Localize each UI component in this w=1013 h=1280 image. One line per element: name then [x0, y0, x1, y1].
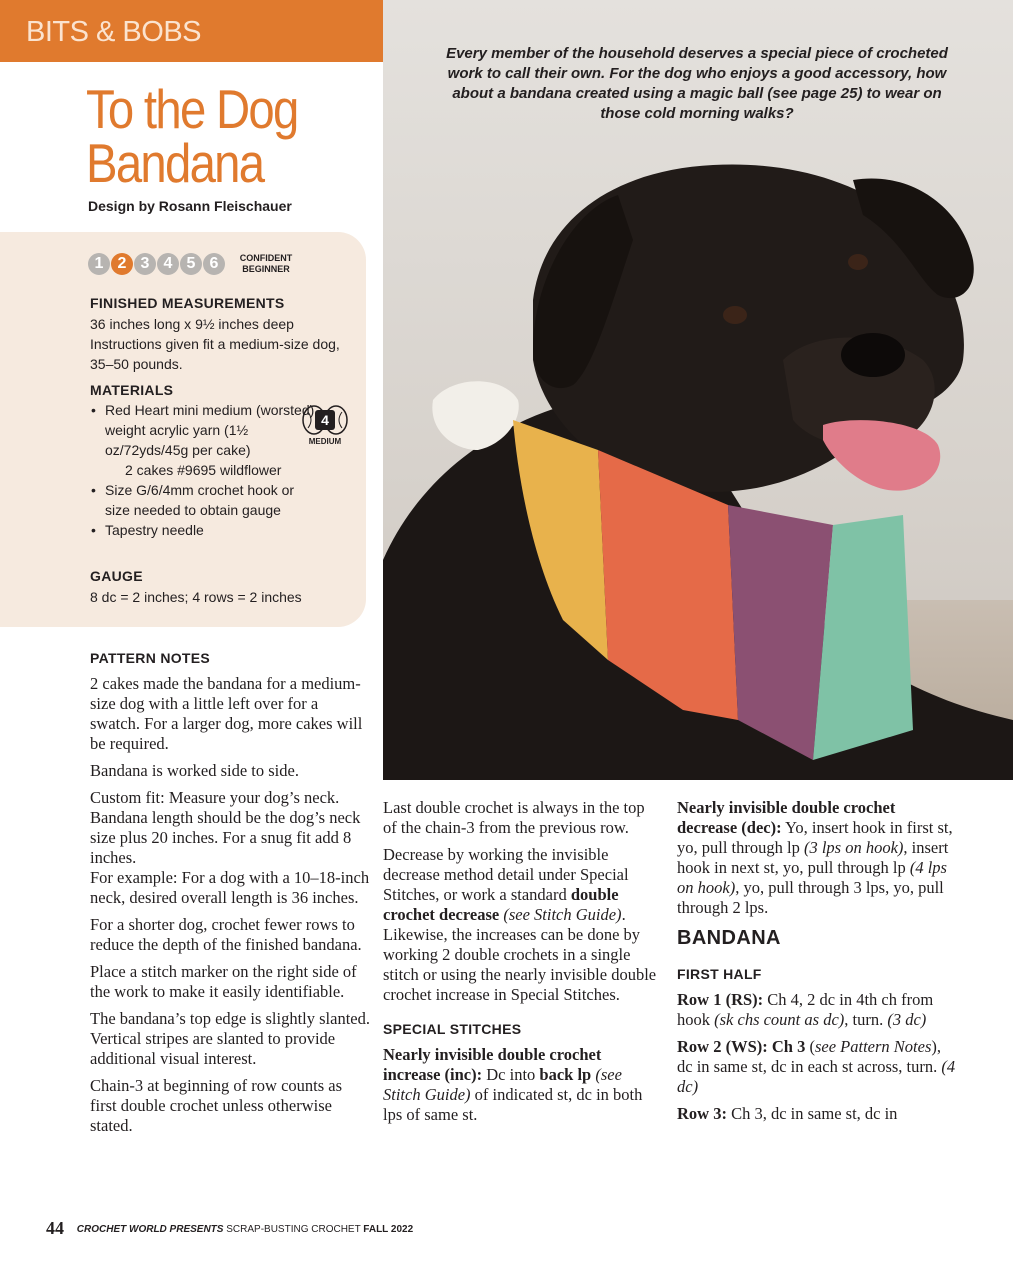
dec-a: Yo, insert hook in first st, yo, pull through lp [677, 818, 953, 857]
page-title: To the Dog Bandana [86, 78, 298, 194]
inc-b: back lp [539, 1065, 592, 1084]
col2-p2-a: Decrease by working the invisible decrease method detail under Special Stitches, or work a standard [383, 845, 629, 904]
page-footer [46, 1218, 413, 1239]
finished-measurements-heading: FINISHED MEASUREMENTS [90, 295, 285, 311]
footer-brand: CROCHET WORLD PRESENTS [76, 1224, 224, 1235]
materials-item-yarn-quantity: 2 cakes #9695 wildflower [125, 462, 282, 478]
materials-item-hook: • Size G/6/4mm crochet hook or size needed to obtain gauge [90, 480, 320, 520]
row1-a: Ch 4, 2 dc in 4th ch from hook [677, 990, 934, 1029]
skill-dot-2: 2 [111, 253, 133, 275]
dec-c: , insert hook in next st, yo, pull through lp [677, 838, 949, 877]
section-label: BITS & BOBS [26, 16, 201, 48]
skill-label-line2: BEGINNER [242, 264, 290, 274]
col2-p2-b: double crochet decrease [383, 885, 619, 924]
materials-item-yarn: • Red Heart mini medium (worsted) weight acrylic yarn (1½ oz/72yds/45g per cake) [90, 400, 320, 460]
column-1 [90, 648, 372, 1143]
yarn-weight-label: MEDIUM [308, 437, 342, 446]
finished-measurements-text [90, 314, 340, 374]
pattern-notes-p2: Bandana is worked side to side. [90, 761, 299, 780]
col2-p2-c: (see Stitch Guide) [503, 905, 622, 924]
first-half-heading: FIRST HALF [677, 966, 762, 982]
materials-item-needle: • Tapestry needle [90, 520, 320, 540]
col2-p1: Last double crochet is always in the top of the chain-3 from the previous row. [383, 798, 645, 837]
row1-b: (sk chs count as dc) [714, 1010, 845, 1029]
byline: Design by Rosann Fleischauer [88, 198, 292, 214]
yarn-weight-number: 4 [315, 410, 335, 430]
inc-d: of indicated st, dc in both lps of same st. [383, 1085, 643, 1124]
intro-text: Every member of the household deserves a special piece of crocheted work to call their own. For the dog who enjoys a good accessory, how about a bandana created using a magic ball (see page 25) to wear on those cold morning walks? [446, 45, 948, 122]
row1-c: , turn. [844, 1010, 888, 1029]
dec-d: (4 lps on hook) [677, 858, 947, 897]
pattern-notes-p7: Chain-3 at beginning of row counts as first double crochet unless otherwise stated. [90, 1076, 343, 1135]
skill-dot-1: 1 [88, 253, 110, 275]
col2-p2 [383, 845, 661, 1005]
yarn-weight-badge [300, 402, 350, 448]
gauge-heading: GAUGE [90, 568, 143, 584]
col2-p2-d: . Likewise, the increases can be done by working 2 double crochets in a single stitch or using the nearly invisible double crochet increase in Special Stitches. [383, 905, 657, 1004]
row2-a: ( [805, 1037, 815, 1056]
row3-a: Ch 3, dc in same st, dc in [726, 1104, 898, 1123]
materials-list [90, 400, 320, 540]
special-stitches-heading: SPECIAL STITCHES [383, 1021, 522, 1037]
column-3 [677, 798, 959, 1131]
finished-line-2: Instructions given fit a medium-size dog, 35–50 pounds. [90, 336, 340, 372]
row2-b: see Pattern Notes [814, 1037, 932, 1056]
row1-paragraph [677, 990, 959, 1030]
gauge-text: 8 dc = 2 inches; 4 rows = 2 inches [90, 589, 302, 605]
skill-dot-3: 3 [134, 253, 156, 275]
skill-dot-6: 6 [203, 253, 225, 275]
dec-b: (3 lps on hook) [803, 838, 904, 857]
footer-title: SCRAP-BUSTING CROCHET [226, 1224, 361, 1235]
footer-issue: FALL 2022 [363, 1224, 414, 1235]
section-tab [0, 0, 383, 62]
skill-label-line1: CONFIDENT [239, 253, 293, 263]
column-2 [383, 798, 661, 1132]
dec-e: , yo, pull through 3 lps, yo, pull through 2 lps. [677, 878, 944, 917]
row2-term: Row 2 (WS): Ch 3 [677, 1037, 806, 1056]
pattern-notes-p4: For a shorter dog, crochet fewer rows to reduce the depth of the finished bandana. [90, 915, 362, 954]
dec-paragraph [677, 798, 959, 918]
row2-d: (4 dc) [677, 1057, 956, 1096]
skill-level-indicator [88, 253, 225, 275]
finished-line-1: 36 inches long x 9½ inches deep [90, 316, 294, 332]
row2-c: ), dc in same st, dc in each st across, turn. [677, 1037, 942, 1076]
materials-heading: MATERIALS [90, 382, 174, 398]
skill-dot-5: 5 [180, 253, 202, 275]
page-number: 44 [46, 1218, 64, 1238]
pattern-notes-p3a: Custom fit: Measure your dog’s neck. Bandana length should be the dog’s neck size plus 20 inches. For a snug fit add 8 inches. [90, 788, 361, 867]
inc-c: (see Stitch Guide) [383, 1065, 622, 1104]
pattern-notes-p5: Place a stitch marker on the right side of the work to make it easily identifiable. [90, 962, 357, 1001]
inc-a: Dc into [482, 1065, 540, 1084]
pattern-notes-p6: The bandana’s top edge is slightly slanted. Vertical stripes are slanted to provide additional visual interest. [90, 1009, 370, 1068]
row3-term: Row 3: [677, 1104, 727, 1123]
row2-paragraph [677, 1037, 959, 1097]
inc-term: Nearly invisible double crochet increase (inc): [383, 1045, 602, 1084]
bandana-heading: BANDANA [677, 927, 781, 949]
dec-term: Nearly invisible double crochet decrease (dec): [677, 798, 896, 837]
skill-dot-4: 4 [157, 253, 179, 275]
inc-paragraph [383, 1045, 661, 1125]
row1-term: Row 1 (RS): [677, 990, 764, 1009]
pattern-notes-p1: 2 cakes made the bandana for a medium-size dog with a little left over for a swatch. For a larger dog, more cakes will be required. [90, 674, 363, 753]
pattern-notes-p3b: For example: For a dog with a 10–18-inch neck, desired overall length is 36 inches. [90, 868, 370, 907]
skill-level-label [238, 253, 294, 275]
row1-d: (3 dc) [887, 1010, 927, 1029]
pattern-notes-heading: PATTERN NOTES [90, 650, 211, 666]
row3-paragraph [677, 1104, 959, 1124]
